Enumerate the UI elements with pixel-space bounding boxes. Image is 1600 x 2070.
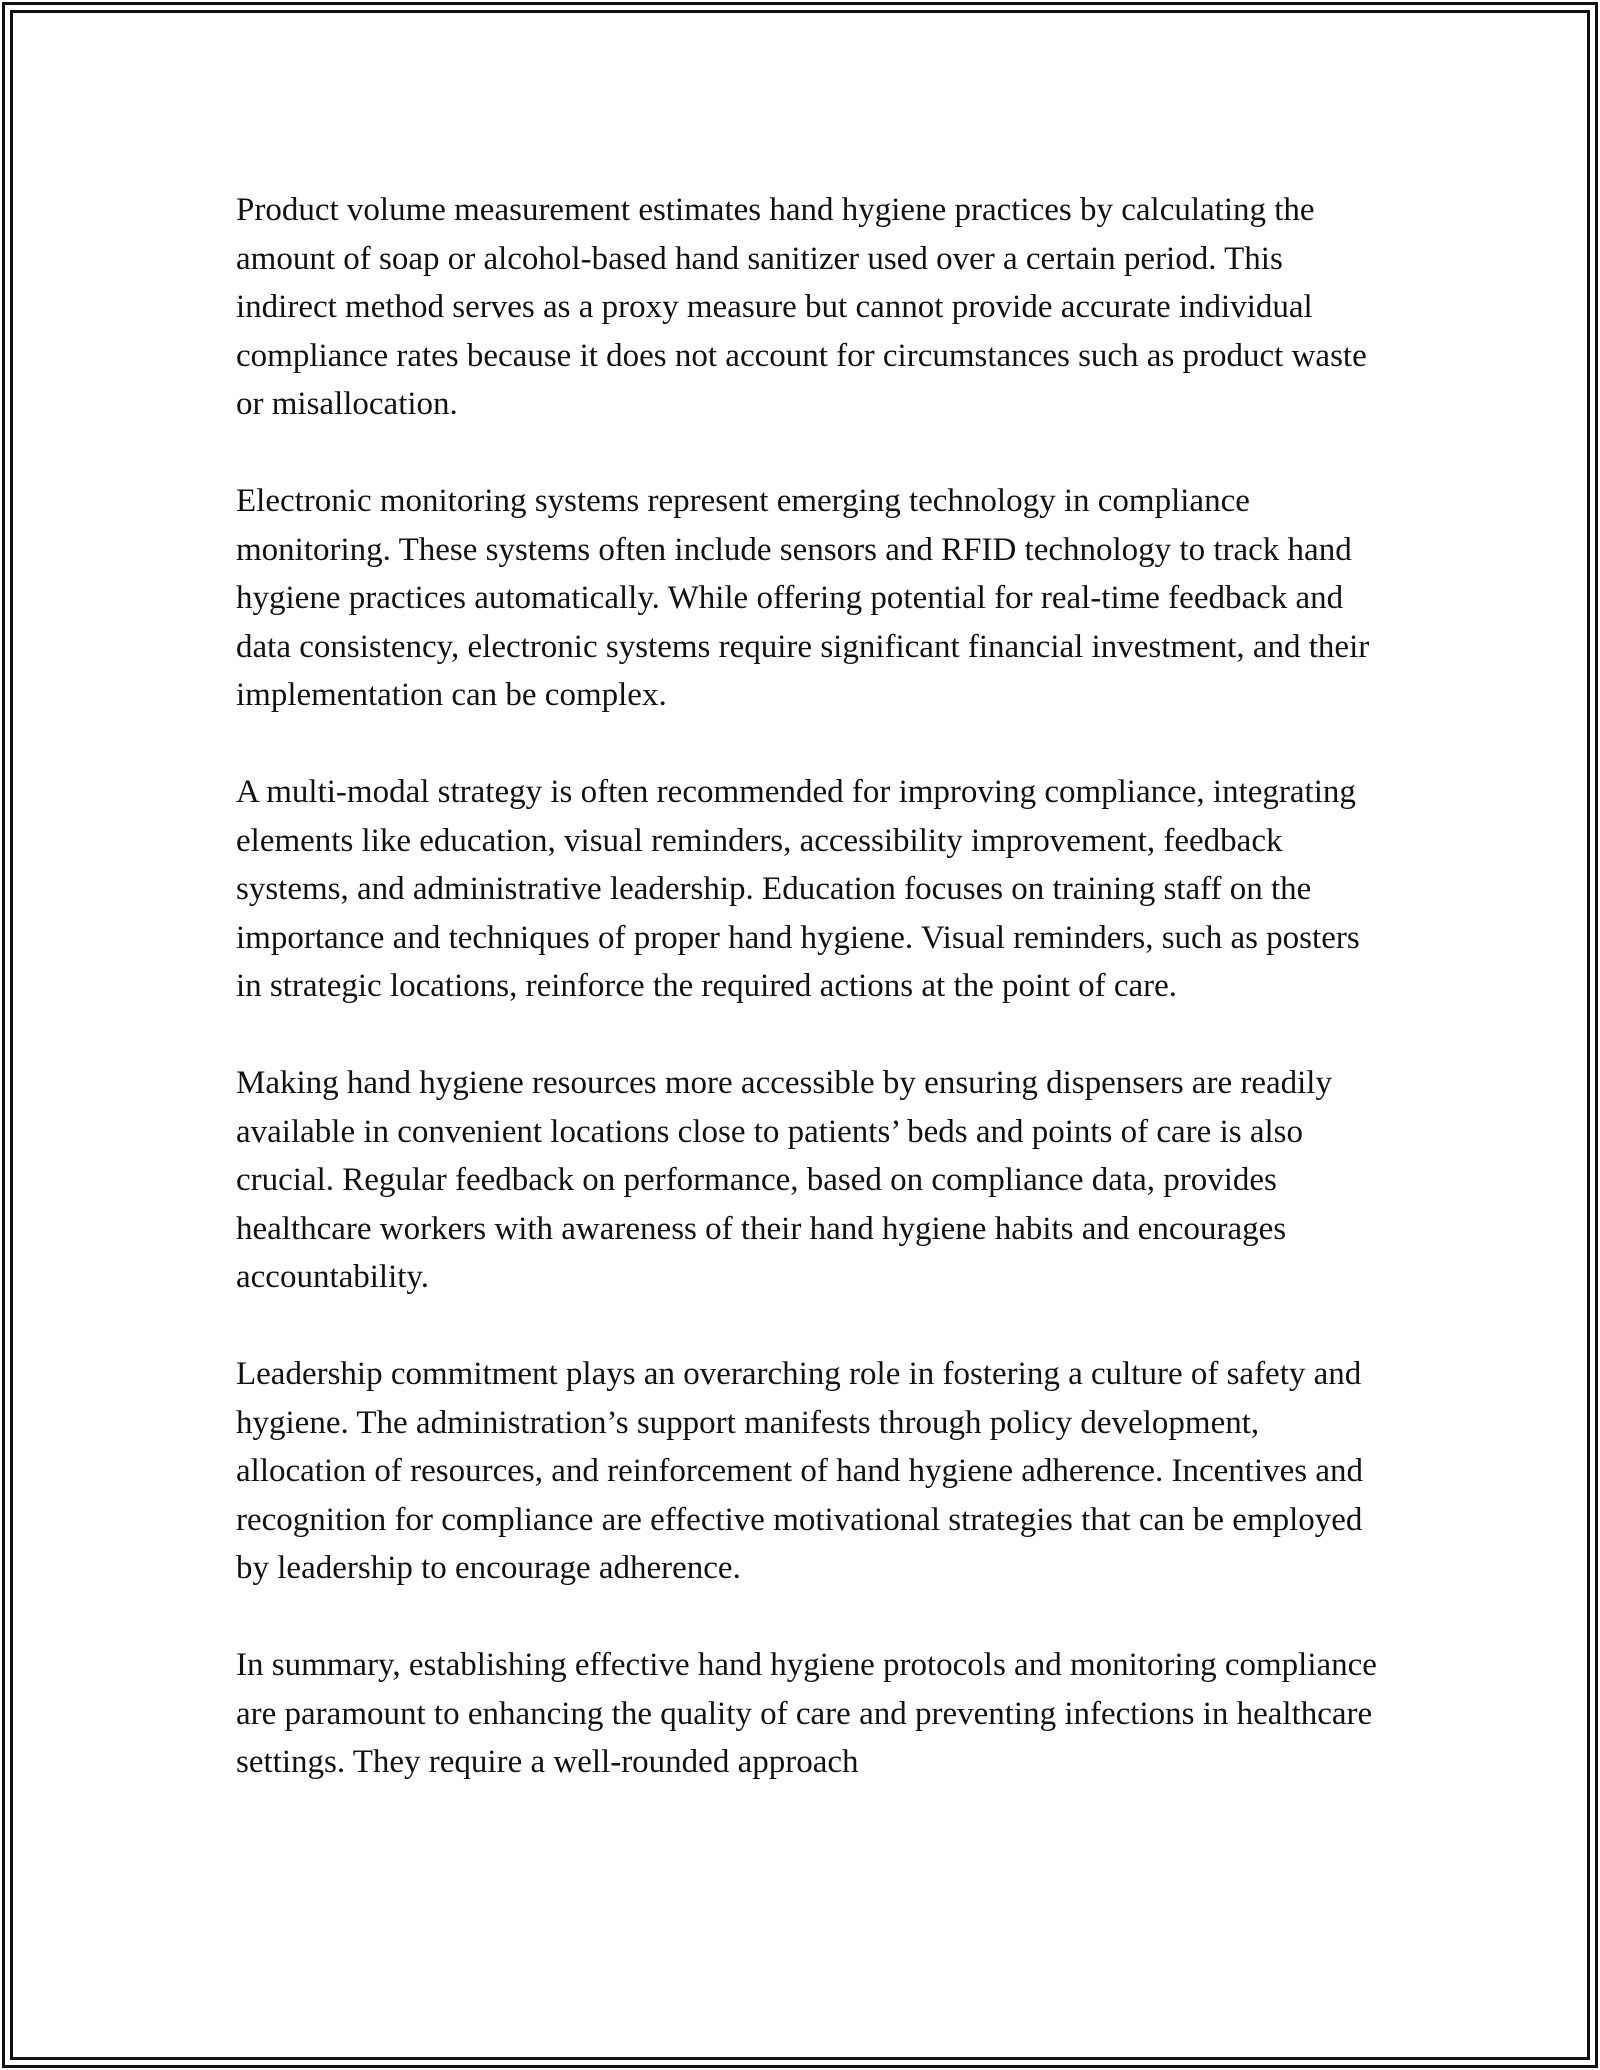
- paragraph-multi-modal-strategy: A multi-modal strategy is often recommended for improving compliance, integrating elements like education, visual reminders, accessibility improvement, feedback systems, and administrative leadership. Education focuses on training staff on the importance and techniques of proper hand hygiene. Visual reminders, such as posters in strategic locations, reinforce the required actions at the point of care.: [236, 774, 1360, 1004]
- paragraph-resource-accessibility: Making hand hygiene resources more accessible by ensuring dispensers are readily available in convenient locations close to patients’ beds and points of care is also crucial. Regular feedback on performance, based on compliance data, provides healthcare workers with awareness of their hand hygiene habits and encourages accountability.: [236, 1065, 1332, 1295]
- paragraph-summary: In summary, establishing effective hand hygiene protocols and monitoring compliance are paramount to enhancing the quality of care and preventing infections in healthcare settings. They require a well-rounded approach: [236, 1647, 1377, 1780]
- paragraph-electronic-monitoring: Electronic monitoring systems represent emerging technology in compliance monitoring. These systems often include sensors and RFID technology to track hand hygiene practices automatically. While offering potential for real-time feedback and data consistency, electronic systems require significant financial investment, and their implementation can be complex.: [236, 483, 1370, 713]
- paragraph-leadership-commitment: Leadership commitment plays an overarching role in fostering a culture of safety and hygiene. The administration’s support manifests through policy development, allocation of resources, and reinforcement of hand hygiene adherence. Incentives and recognition for compliance are effective motivational strategies that can be employed by leadership to encourage adherence.: [236, 1356, 1363, 1586]
- paragraph-product-volume: Product volume measurement estimates hand hygiene practices by calculating the amount of soap or alcohol-based hand sanitizer used over a certain period. This indirect method serves as a proxy measure but cannot provide accurate individual compliance rates because it does not account for circumstances such as product waste or misallocation.: [236, 192, 1367, 422]
- document-body: [236, 186, 1386, 1787]
